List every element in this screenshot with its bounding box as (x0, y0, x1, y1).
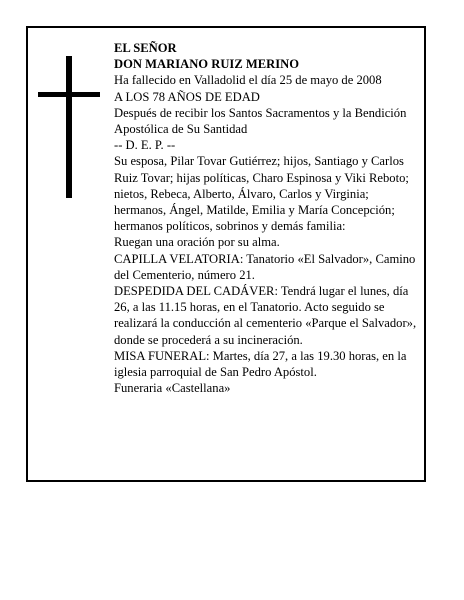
cross-icon (38, 56, 100, 198)
age-statement: A LOS 78 AÑOS DE EDAD (114, 89, 260, 104)
mass-info: MISA FUNERAL: Martes, día 27, a las 19.30 horas, en la iglesia parroquial de San Pedro Apóstol. (114, 348, 407, 380)
family-list: Su esposa, Pilar Tovar Gutiérrez; hijos, Santiago y Carlos Ruiz Tovar; hijas políticas, Charo Espinosa y Viki Reboto; nietos, Rebeca, Alberto, Álvaro, Carlos y Virginia; hermanos, Ángel, Matilde, Emilia y María Concepción; hermanos políticos, sobrinos y demás familia: (114, 154, 409, 234)
notice-text (114, 40, 422, 396)
obituary-notice (26, 26, 426, 482)
sacraments-statement: Después de recibir los Santos Sacramentos y la Bendición Apostólica de Su Santidad (114, 105, 407, 137)
farewell-info: DESPEDIDA DEL CADÁVER: Tendrá lugar el lunes, día 26, a las 11.15 horas, en el Tanatorio. Acto seguido se realizará la conducción al cementerio «Parque el Salvador», donde se procederá a su incineración. (114, 284, 417, 347)
cross-vertical-bar (66, 56, 72, 198)
deceased-name: DON MARIANO RUIZ MERINO (114, 57, 300, 72)
death-statement: Ha fallecido en Valladolid el día 25 de mayo de 2008 (114, 73, 382, 88)
chapel-info: CAPILLA VELATORIA: Tanatorio «El Salvador», Camino del Cementerio, número 21. (114, 251, 416, 282)
dep-line: -- D. E. P. -- (114, 138, 176, 153)
prayer-request: Ruegan una oración por su alma. (114, 235, 280, 250)
cross-horizontal-bar (38, 92, 100, 97)
notice-title: EL SEÑOR (114, 41, 177, 55)
funeral-home: Funeraria «Castellana» (114, 381, 231, 396)
